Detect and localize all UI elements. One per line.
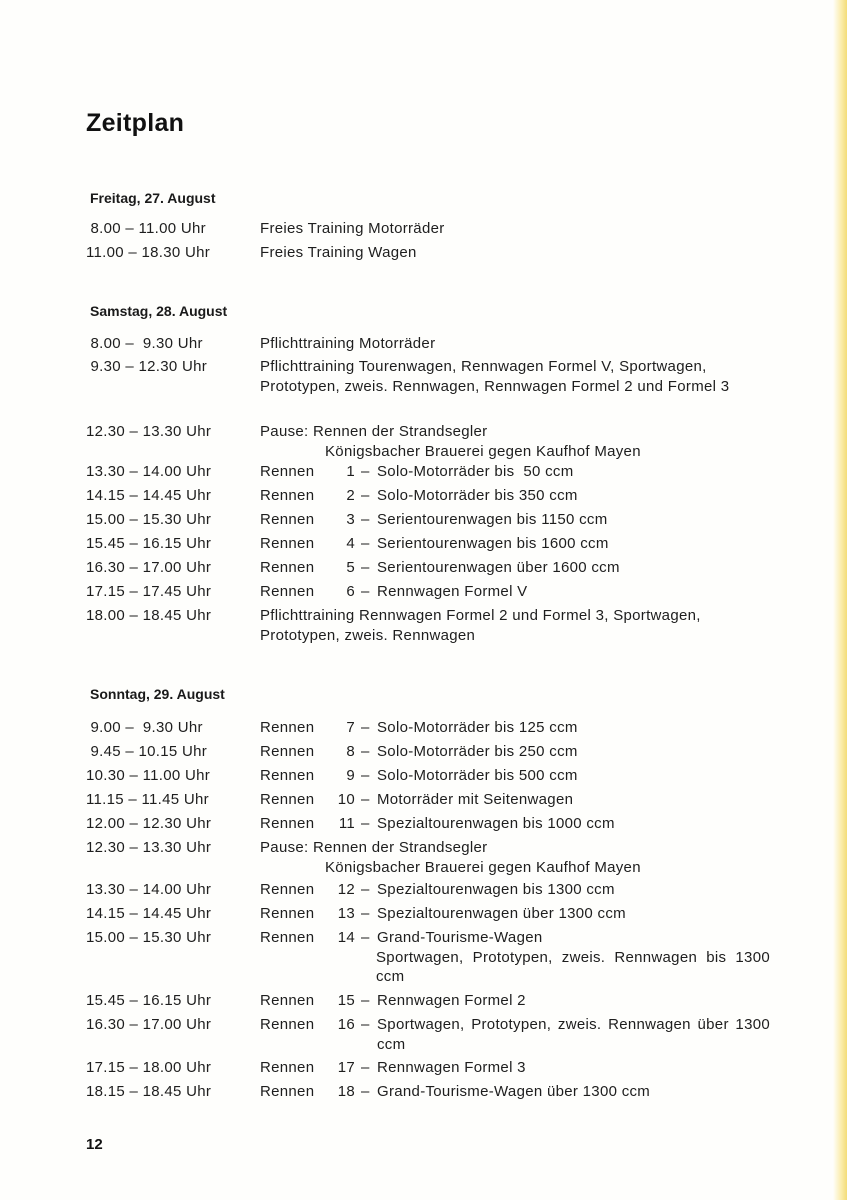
- time-range: 15.45 – 16.15 Uhr: [86, 535, 212, 552]
- race-class-extra: Sportwagen, Prototypen, zweis. Rennwagen bis 1300 ccm: [376, 948, 770, 985]
- race-class: Spezialtourenwagen bis 1300 ccm: [377, 881, 615, 898]
- dash: –: [361, 815, 370, 832]
- race-number: 6: [346, 583, 355, 600]
- pause-line-1: Rennen der Strandsegler: [312, 423, 488, 440]
- dash: –: [361, 767, 370, 784]
- race-number: 16: [337, 1016, 355, 1033]
- dash: –: [361, 719, 370, 736]
- race-class: Sportwagen, Prototypen, zweis. Rennwagen über 1300 ccm: [377, 1016, 770, 1053]
- time-range: 11.15 – 11.45 Uhr: [86, 791, 209, 808]
- day-heading-friday: Freitag, 27. August: [90, 190, 216, 206]
- dash: –: [361, 905, 370, 922]
- time-range: 9.00 – 9.30 Uhr: [86, 719, 203, 736]
- dash: –: [361, 583, 370, 600]
- race-label: Rennen: [260, 559, 315, 576]
- time-range: 13.30 – 14.00 Uhr: [86, 881, 212, 898]
- race-label: Rennen: [260, 992, 315, 1009]
- race-label: Rennen: [260, 767, 315, 784]
- race-class: Rennwagen Formel V: [377, 583, 528, 600]
- race-class: Motorräder mit Seitenwagen: [377, 791, 574, 808]
- dash: –: [361, 743, 370, 760]
- race-label: Rennen: [260, 743, 315, 760]
- race-number: 11: [338, 815, 355, 832]
- race-number: 12: [337, 881, 355, 898]
- race-class: Serientourenwagen über 1600 ccm: [377, 559, 620, 576]
- race-class: Rennwagen Formel 3: [377, 1059, 526, 1076]
- time-range: 17.15 – 18.00 Uhr: [86, 1059, 212, 1076]
- dash: –: [361, 881, 370, 898]
- race-label: Rennen: [260, 1016, 315, 1033]
- dash: –: [361, 992, 370, 1009]
- race-class: Serientourenwagen bis 1150 ccm: [377, 511, 608, 528]
- time-range: 9.30 – 12.30 Uhr: [86, 358, 208, 375]
- time-range: 18.00 – 18.45 Uhr: [86, 607, 212, 624]
- pause-label: Pause:: [260, 423, 309, 440]
- time-range: 12.30 – 13.30 Uhr: [86, 839, 212, 856]
- race-class: Solo-Motorräder bis 125 ccm: [377, 719, 578, 736]
- time-range: 9.45 – 10.15 Uhr: [86, 743, 208, 760]
- race-number: 15: [337, 992, 355, 1009]
- pause-label: Pause:: [260, 839, 309, 856]
- race-number: 14: [337, 929, 355, 946]
- race-label: Rennen: [260, 463, 315, 480]
- race-label: Rennen: [260, 511, 315, 528]
- time-range: 15.00 – 15.30 Uhr: [86, 511, 212, 528]
- race-class: Spezialtourenwagen bis 1000 ccm: [377, 815, 615, 832]
- race-number: 17: [337, 1059, 355, 1076]
- time-range: 10.30 – 11.00 Uhr: [86, 767, 211, 784]
- race-label: Rennen: [260, 791, 315, 808]
- race-label: Rennen: [260, 487, 315, 504]
- race-number: 8: [346, 743, 355, 760]
- time-range: 16.30 – 17.00 Uhr: [86, 1016, 212, 1033]
- race-number: 5: [346, 559, 355, 576]
- dash: –: [361, 929, 370, 946]
- dash: –: [361, 487, 370, 504]
- time-range: 12.00 – 12.30 Uhr: [86, 815, 212, 832]
- race-label: Rennen: [260, 535, 315, 552]
- race-number: 7: [346, 719, 355, 736]
- race-label: Rennen: [260, 929, 315, 946]
- race-class: Grand-Tourisme-Wagen über 1300 ccm: [377, 1083, 651, 1100]
- time-range: 11.00 – 18.30 Uhr: [86, 244, 211, 261]
- race-class: Grand-Tourisme-Wagen: [377, 929, 543, 946]
- race-number: 9: [346, 767, 355, 784]
- race-number: 10: [337, 791, 355, 808]
- pause-description: [260, 422, 770, 461]
- time-range: 14.15 – 14.45 Uhr: [86, 487, 212, 504]
- race-number: 18: [337, 1083, 355, 1100]
- race-label: Rennen: [260, 1083, 315, 1100]
- time-range: 16.30 – 17.00 Uhr: [86, 559, 212, 576]
- race-label: Rennen: [260, 1059, 315, 1076]
- page-title: Zeitplan: [86, 108, 185, 137]
- race-class: Solo-Motorräder bis 50 ccm: [377, 463, 574, 480]
- race-class: Serientourenwagen bis 1600 ccm: [377, 535, 609, 552]
- page-number: 12: [86, 1136, 103, 1153]
- dash: –: [361, 463, 370, 480]
- race-class: Solo-Motorräder bis 500 ccm: [377, 767, 578, 784]
- dash: –: [361, 791, 370, 808]
- dash: –: [361, 559, 370, 576]
- event-description: Freies Training Motorräder: [260, 220, 445, 237]
- race-label: Rennen: [260, 881, 315, 898]
- time-range: 15.00 – 15.30 Uhr: [86, 929, 212, 946]
- time-range: 17.15 – 17.45 Uhr: [86, 583, 212, 600]
- race-class: Solo-Motorräder bis 250 ccm: [377, 743, 578, 760]
- time-range: 8.00 – 11.00 Uhr: [86, 220, 206, 237]
- race-label: Rennen: [260, 583, 315, 600]
- time-range: 18.15 – 18.45 Uhr: [86, 1083, 212, 1100]
- pause-description: [260, 838, 770, 877]
- event-description: Pflichttraining Motorräder: [260, 335, 436, 352]
- time-range: 13.30 – 14.00 Uhr: [86, 463, 212, 480]
- day-heading-saturday: Samstag, 28. August: [90, 303, 228, 319]
- race-label: Rennen: [260, 815, 315, 832]
- pause-line-2: Königsbacher Brauerei gegen Kaufhof Mayen: [325, 858, 641, 876]
- time-range: 14.15 – 14.45 Uhr: [86, 905, 212, 922]
- event-description: Pflichttraining Tourenwagen, Rennwagen Formel V, Sportwagen, Prototypen, zweis. Rennwagen, Rennwagen Formel 2 und Formel 3: [260, 358, 730, 395]
- dash: –: [361, 511, 370, 528]
- time-range: 15.45 – 16.15 Uhr: [86, 992, 212, 1009]
- race-class: Rennwagen Formel 2: [377, 992, 526, 1009]
- race-number: 13: [337, 905, 355, 922]
- pause-line-2: Königsbacher Brauerei gegen Kaufhof Mayen: [325, 442, 641, 460]
- dash: –: [361, 1083, 370, 1100]
- dash: –: [361, 1016, 370, 1033]
- dash: –: [361, 535, 370, 552]
- race-label: Rennen: [260, 905, 315, 922]
- race-class: Spezialtourenwagen über 1300 ccm: [377, 905, 626, 922]
- event-description: Pflichttraining Rennwagen Formel 2 und Formel 3, Sportwagen, Prototypen, zweis. Rennwagen: [260, 607, 701, 644]
- race-number: 4: [346, 535, 355, 552]
- time-range: 8.00 – 9.30 Uhr: [86, 335, 203, 352]
- pause-line-1: Rennen der Strandsegler: [312, 839, 488, 856]
- dash: –: [361, 1059, 370, 1076]
- race-number: 1: [346, 463, 355, 480]
- page-edge-shading: [833, 0, 847, 1200]
- race-number: 2: [346, 487, 355, 504]
- race-number: 3: [346, 511, 355, 528]
- event-description: Freies Training Wagen: [260, 244, 417, 261]
- race-class: Solo-Motorräder bis 350 ccm: [377, 487, 578, 504]
- day-heading-sunday: Sonntag, 29. August: [90, 686, 225, 702]
- time-range: 12.30 – 13.30 Uhr: [86, 423, 212, 440]
- race-label: Rennen: [260, 719, 315, 736]
